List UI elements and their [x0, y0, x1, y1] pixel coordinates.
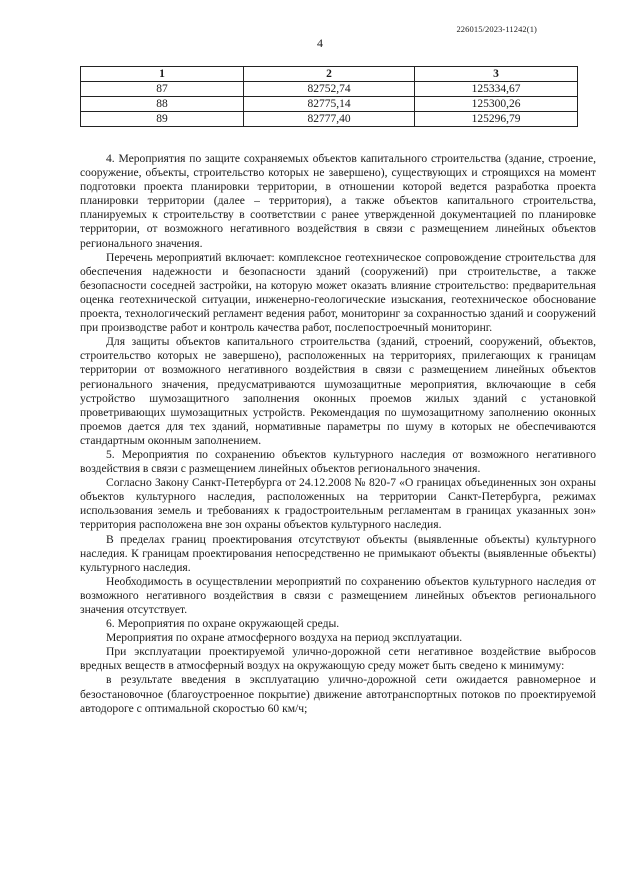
heritage-absent-paragraph: В пределах границ проектирования отсутствуют объекты (выявленные объекты) культурного наследия. К границам проектирования непосредственно не примыкают объекты (выявленные объекты) культурного наследия. [80, 532, 596, 574]
table-cell-point: 87 [81, 82, 244, 97]
measures-list-paragraph: Перечень мероприятий включает: комплексное геотехническое сопровождение строительства для обеспечения надежности и безопасности зданий (сооружений) при строительстве, а также безопасности соседней застройки, на которую может оказать влияние строительство: предварительная оценка геотехнической ситуации, инженерно-геологические изыскания, геотехническое обоснование проекта, технологический регламент ведения работ, мониторинг за сохранностью зданий и сооружений при производстве работ и контроль качества работ, послепостроечный мониторинг. [80, 250, 596, 335]
document-registration-number: 226015/2023-11242(1) [456, 24, 537, 34]
table-cell-point: 89 [81, 112, 244, 127]
table-cell-x: 82775,14 [244, 97, 415, 112]
table-cell-y: 125300,26 [415, 97, 578, 112]
section-6-heading-paragraph: 6. Мероприятия по охране окружающей среды. [106, 617, 340, 631]
coordinates-table [80, 66, 578, 127]
spb-law-paragraph: Согласно Закону Санкт-Петербурга от 24.12.2008 № 820-7 «О границах объединенных зон охраны объектов культурного наследия, расположенных на территории Санкт-Петербурга, режимах использования земель и требованиях к градостроительным регламентам в границах указанных зон» территория расположена вне зон охраны объектов культурного наследия. [80, 476, 596, 532]
air-protection-heading-paragraph: Мероприятия по охране атмосферного воздуха на период эксплуатации. [106, 631, 463, 645]
table-header-cell: 3 [415, 67, 578, 82]
noise-protection-paragraph: Для защиты объектов капитального строительства (зданий, строений, сооружений, объектов, строительство которых не завершено), расположенных на территориях, прилегающих к границам территории от возможного негативного воздействия в связи с размещением линейных объектов регионального значения, предусматриваются шумозащитные мероприятия, включающие в себя устройство шумозащитного заполнения оконных проемов жилых зданий с установкой проветривающих шумозащитных устройств. Рекомендация по шумозащитному заполнению оконных проемов дается для тех зданий, нормативные параметры по шуму в которых не обеспечиваются стандартным оконным заполнением. [80, 335, 596, 447]
table-cell-y: 125334,67 [415, 82, 578, 97]
table-cell-y: 125296,79 [415, 112, 578, 127]
table-cell-x: 82777,40 [244, 112, 415, 127]
table-cell-point: 88 [81, 97, 244, 112]
table-cell-x: 82752,74 [244, 82, 415, 97]
road-network-paragraph: При эксплуатации проектируемой улично-дорожной сети негативное воздействие выбросов вредных веществ в атмосферный воздух на окружающую среду может быть сведено к минимуму: [80, 645, 596, 673]
table-row [81, 97, 578, 112]
table-row [81, 112, 578, 127]
document-body [80, 152, 596, 716]
traffic-flow-paragraph: в результате введения в эксплуатацию улично-дорожной сети ожидается равномерное и безостановочное (благоустроенное покрытие) движение автотранспортных потоков по проектируемой автодороге с оптимальной скоростью 60 км/ч; [80, 673, 596, 715]
page-number: 4 [317, 36, 323, 50]
table-header-row [81, 67, 578, 82]
section-4-heading-paragraph: 4. Мероприятия по защите сохраняемых объектов капитального строительства (здание, строение, сооружение, объекты, строительство которых не завершено), существующих и строящихся на момент подготовки проекта планировки территории, в отношении которой ведется разработка проекта планировки территории (далее – территория), а также объектов капитального строительства, планируемых к строительству в соответствии с ранее утвержденной документацией по планировке территории, от возможного негативного воздействия в связи с размещением линейных объектов регионального значения. [80, 152, 596, 250]
table-row [81, 82, 578, 97]
heritage-measures-paragraph: Необходимость в осуществлении мероприятий по сохранению объектов культурного наследия от возможного негативного воздействия в связи с размещением линейных объектов регионального значения отсутствует. [80, 574, 596, 616]
section-5-heading-paragraph: 5. Мероприятия по сохранению объектов культурного наследия от возможного негативного воздействия в связи с размещением линейных объектов регионального значения. [80, 447, 596, 476]
table-header-cell: 1 [81, 67, 244, 82]
table-header-cell: 2 [244, 67, 415, 82]
